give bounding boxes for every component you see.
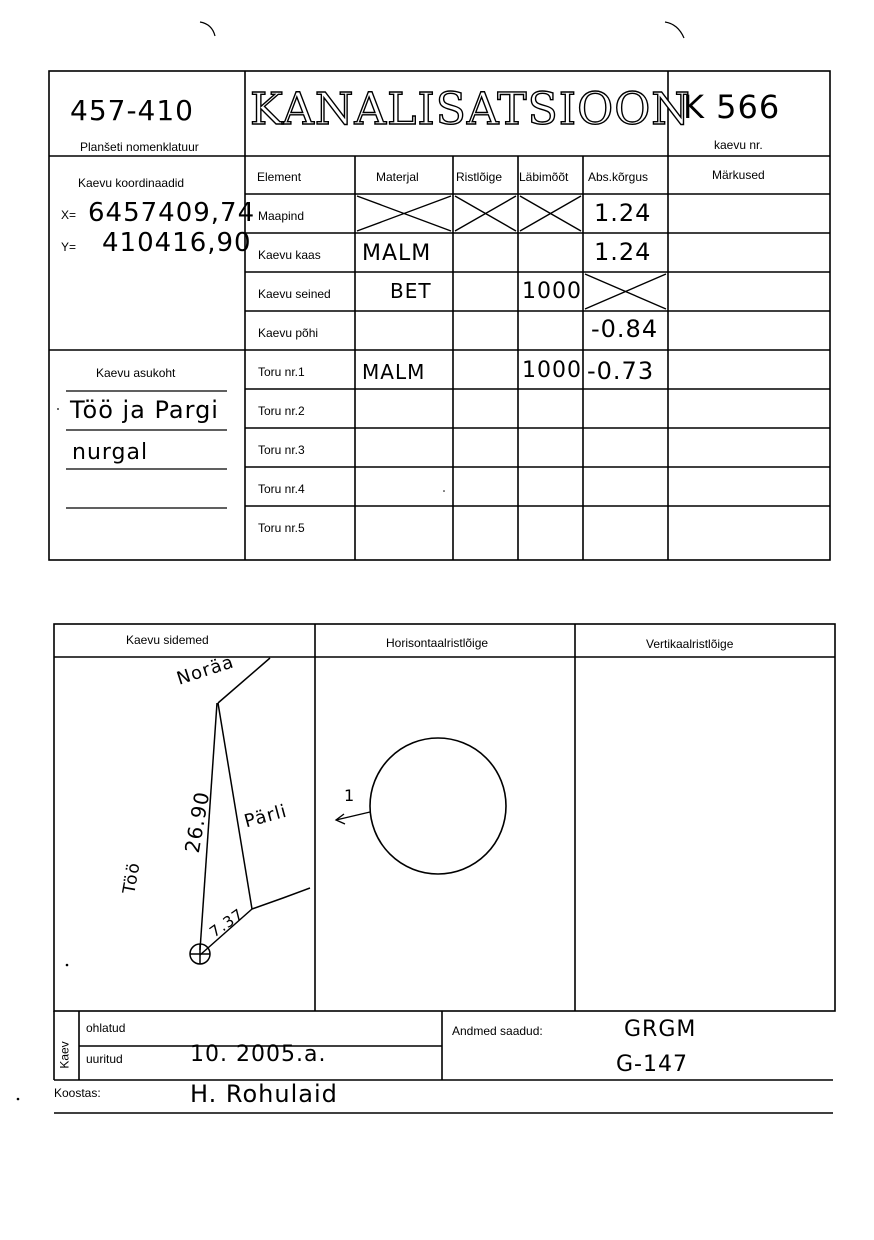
row-label: Toru nr.2 [258,404,305,418]
y-coordinate: 410416,90 [102,228,252,258]
row-label: Toru nr.5 [258,521,305,535]
row-label: Kaevu seined [258,287,331,301]
col-abs-height: Abs.kõrgus [588,170,649,184]
cell-abs-cover: 1.24 [594,238,652,266]
measured-value: 10. 2005.a. [190,1042,327,1067]
col-element: Element [257,170,302,184]
data-source-value-2: G-147 [616,1052,688,1077]
plan-sheet-number: 457-410 [70,94,194,127]
col-notes: Märkused [712,168,765,182]
row-label: Toru nr.3 [258,443,305,457]
sketch-north-label: Noräa [174,651,237,690]
y-label: Y= [61,240,77,254]
location-label: Kaevu asukoht [96,366,176,380]
checked-label: ohlatud [86,1021,126,1035]
cell-abs-bottom: -0.84 [591,315,659,343]
sketch-distance-1: 26.90 [179,789,215,855]
author-label: Koostas: [54,1086,101,1100]
row-label: Toru nr.1 [258,365,305,379]
row-label: Kaevu kaas [258,248,321,262]
cell-material-pipe1: MALM [362,360,426,384]
cell-diameter-walls: 1000 [522,279,582,304]
x-label: X= [61,208,77,222]
coordinates-label: Kaevu koordinaadid [78,176,185,190]
col-material: Materjal [376,170,419,184]
sketch-street-parli: Pärli [242,800,290,833]
location-line-2: nurgal [72,440,149,465]
connections-header: Kaevu sidemed [126,633,209,647]
row-label: Kaevu põhi [258,326,319,340]
cell-abs-ground: 1.24 [594,199,652,227]
pipe-number-label: 1 [344,786,356,805]
cell-abs-pipe1: -0.73 [587,357,655,385]
well-number: K 566 [683,88,781,126]
sketch-street-too: Töö [119,860,145,896]
cell-material-cover: MALM [362,241,432,266]
x-coordinate: 6457409,74 [88,198,256,228]
row-label: Toru nr.4 [258,482,305,496]
manhole-circle [336,738,506,874]
well-number-label: kaevu nr. [714,138,763,152]
author-value: H. Rohulaid [190,1080,338,1108]
cell-material-walls: BET [390,279,432,303]
location-line-1: Töö ja Pargi [70,396,219,424]
row-label: Maapind [258,209,305,223]
data-source-value-1: GRGM [624,1017,697,1042]
sketch-distance-2: 7.37 [206,904,248,942]
horizontal-section-header: Horisontaalristlõige [386,636,489,650]
data-source-label: Andmed saadud: [452,1024,543,1038]
col-section: Ristlõige [456,170,503,184]
kaev-label: Kaev [57,1041,72,1069]
plan-sheet-label: Planšeti nomenklatuur [80,140,199,154]
page-title: KANALISATSIOON [250,84,691,135]
cell-diameter-pipe1: 1000 [522,358,582,383]
vertical-section-header: Vertikaalristlõige [646,637,734,651]
measured-label: uuritud [86,1052,123,1066]
col-diameter: Läbimõõt [519,170,569,184]
